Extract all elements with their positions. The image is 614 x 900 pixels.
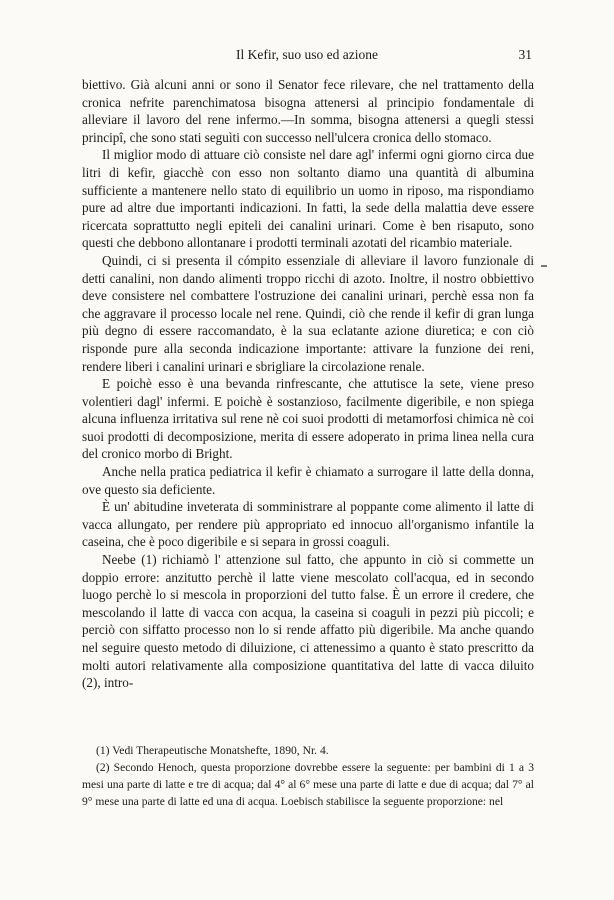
main-text [82,76,534,692]
page-number: 31 [518,47,532,62]
footnote: (2) Secondo Henoch, questa proporzione dovrebbe essere la seguente: per bambini di 1 a 3 mesi una parte di latte e tre di acqua; dal 4° al 6° mese una parte di latte e due di acqua; dal 7° al 9° mese una parte di latte ed una di acqua. Loebisch stabilisce la seguente proporzione: nel [82,761,534,808]
running-title: Il Kefir, suo uso ed azione [236,47,378,62]
margin-mark [541,265,547,267]
footnote: (1) Vedi Therapeutische Monatshefte, 1890, Nr. 4. [96,744,329,757]
paragraph: biettivo. Già alcuni anni or sono il Senator fece rilevare, che nel trattamento della cronica nefrite parenchimatosa bisogna attenersi al principio fondamentale di alleviare il lavoro del rene infermo.—In somma, bisogna attenersi a quegli stessi principî, che sono stati seguìti con successo nell'ulcera cronica dello stomaco. [82,77,534,145]
footnotes [82,742,534,810]
paragraph: Il miglior modo di attuare ciò consiste nel dare agl' infermi ogni giorno circa due litri di kefir, giacchè con esso non soltanto diamo una quantità di albumina sufficiente a mantenere nello stato di equilibrio un uomo in riposo, ma rispondiamo pure ad altre due importanti indicazioni. In fatti, la sede della malattia deve essere ricercata soprattutto negli epiteli dei canalini urinari. Come è ben risaputo, sono questi che debbono allontanare i prodotti terminali azotati del ricambio materiale. [82,147,534,251]
paragraph: Neebe (1) richiamò l' attenzione sul fatto, che appunto in ciò si commette un doppio errore: anzitutto perchè il latte viene mescolato coll'acqua, ed in secondo luogo perchè lo si mescola in proporzioni del tutto false. È un errore il credere, che mescolando il latte di vacca con acqua, la caseina si coaguli in pezzi più piccoli; e perciò con siffatto processo non lo si rende affatto più digeribile. Ma anche quando nel seguire questo metodo di diluizione, ci attenessimo a quanto è stato prescritto da molti autori relativamente alla composizione quantitativa del latte di vacca diluito (2), intro- [82,552,534,691]
paragraph: Quindi, ci si presenta il cómpito essenziale di alleviare il lavoro funzionale di detti canalini, non dando alimenti troppo ricchi di azoto. Inoltre, il nostro obbiettivo deve consistere nel combattere l'ostruzione dei canalini urinari, perchè essa non fa che aggravare il processo locale nel rene. Quindi, ciò che rende il kefir di gran lunga più degno di essere raccomandato, è la sua eclatante azione diuretica; e con ciò risponde pure alla seconda indicazione importante: attivare la funzione dei reni, rendere liberi i canalini urinari e sbrigliare la circolazione renale. [82,252,534,374]
paragraph: E poichè esso è una bevanda rinfrescante, che attutisce la sete, viene preso volentieri dagl' infermi. E poichè è sostanzioso, facilmente digeribile, e non spiega alcuna influenza irritativa sul rene nè coi suoi prodotti di metamorfosi chimica nè coi suoi prodotti di decomposizione, merita di essere adoperato in prima linea nella cura del cronico morbo di Bright. [82,376,534,462]
paragraph: È un' abitudine inveterata di somministrare al poppante come alimento il latte di vacca allungato, per rendere più appropriato ed innocuo all'organismo infantile la caseina, che è poco digeribile e si separa in grossi coaguli. [82,499,534,550]
paragraph: Anche nella pratica pediatrica il kefir è chiamato a surrogare il latte della donna, ove questo sia deficiente. [82,464,534,497]
